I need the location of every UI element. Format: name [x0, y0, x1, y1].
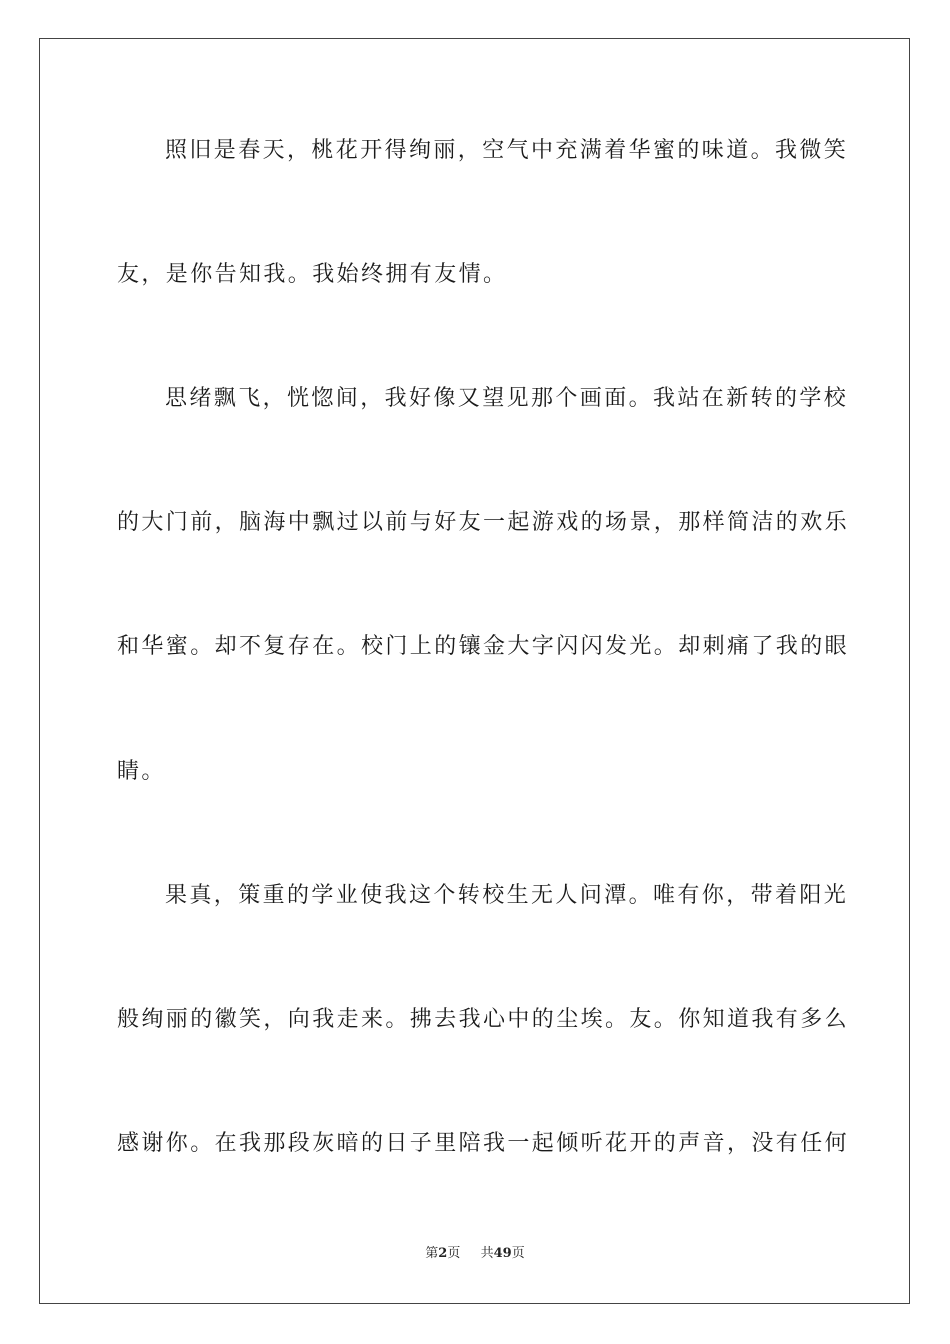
- paragraph-3-line-3: 感谢你。在我那段灰暗的日子里陪我一起倾听花开的声音，没有任何: [117, 1131, 850, 1156]
- paragraph-2-line-4: 睛。: [117, 759, 166, 784]
- total-prefix: 共: [480, 1246, 494, 1261]
- page-border: [39, 38, 910, 1304]
- total-pages: 49: [493, 1246, 512, 1261]
- paragraph-2-line-1: 思绪飘飞，恍惚间，我好像又望见那个画面。我站在新转的学校: [165, 386, 849, 411]
- page-footer: [0, 1245, 950, 1263]
- total-pages-indicator: [481, 1245, 525, 1263]
- paragraph-3-line-2: 般绚丽的徽笑，向我走来。拂去我心中的尘埃。友。你知道我有多么: [117, 1007, 850, 1032]
- page-indicator: [425, 1245, 460, 1263]
- paragraph-2-line-3: 和华蜜。却不复存在。校门上的镶金大字闪闪发光。却刺痛了我的眼: [117, 634, 850, 659]
- page-suffix: 页: [447, 1246, 461, 1261]
- paragraph-1-line-2: 友，是你告知我。我始终拥有友情。: [117, 262, 508, 287]
- paragraph-2-line-2: 的大门前，脑海中飘过以前与好友一起游戏的场景，那样简洁的欢乐: [117, 510, 850, 535]
- total-suffix: 页: [511, 1246, 525, 1261]
- page-number: 2: [438, 1246, 448, 1261]
- paragraph-3-line-1: 果真，策重的学业使我这个转校生无人问潭。唯有你，带着阳光: [165, 883, 849, 908]
- paragraph-1-line-1: 照旧是春天，桃花开得绚丽，空气中充满着华蜜的味道。我微笑: [165, 138, 849, 163]
- page-prefix: 第: [425, 1246, 439, 1261]
